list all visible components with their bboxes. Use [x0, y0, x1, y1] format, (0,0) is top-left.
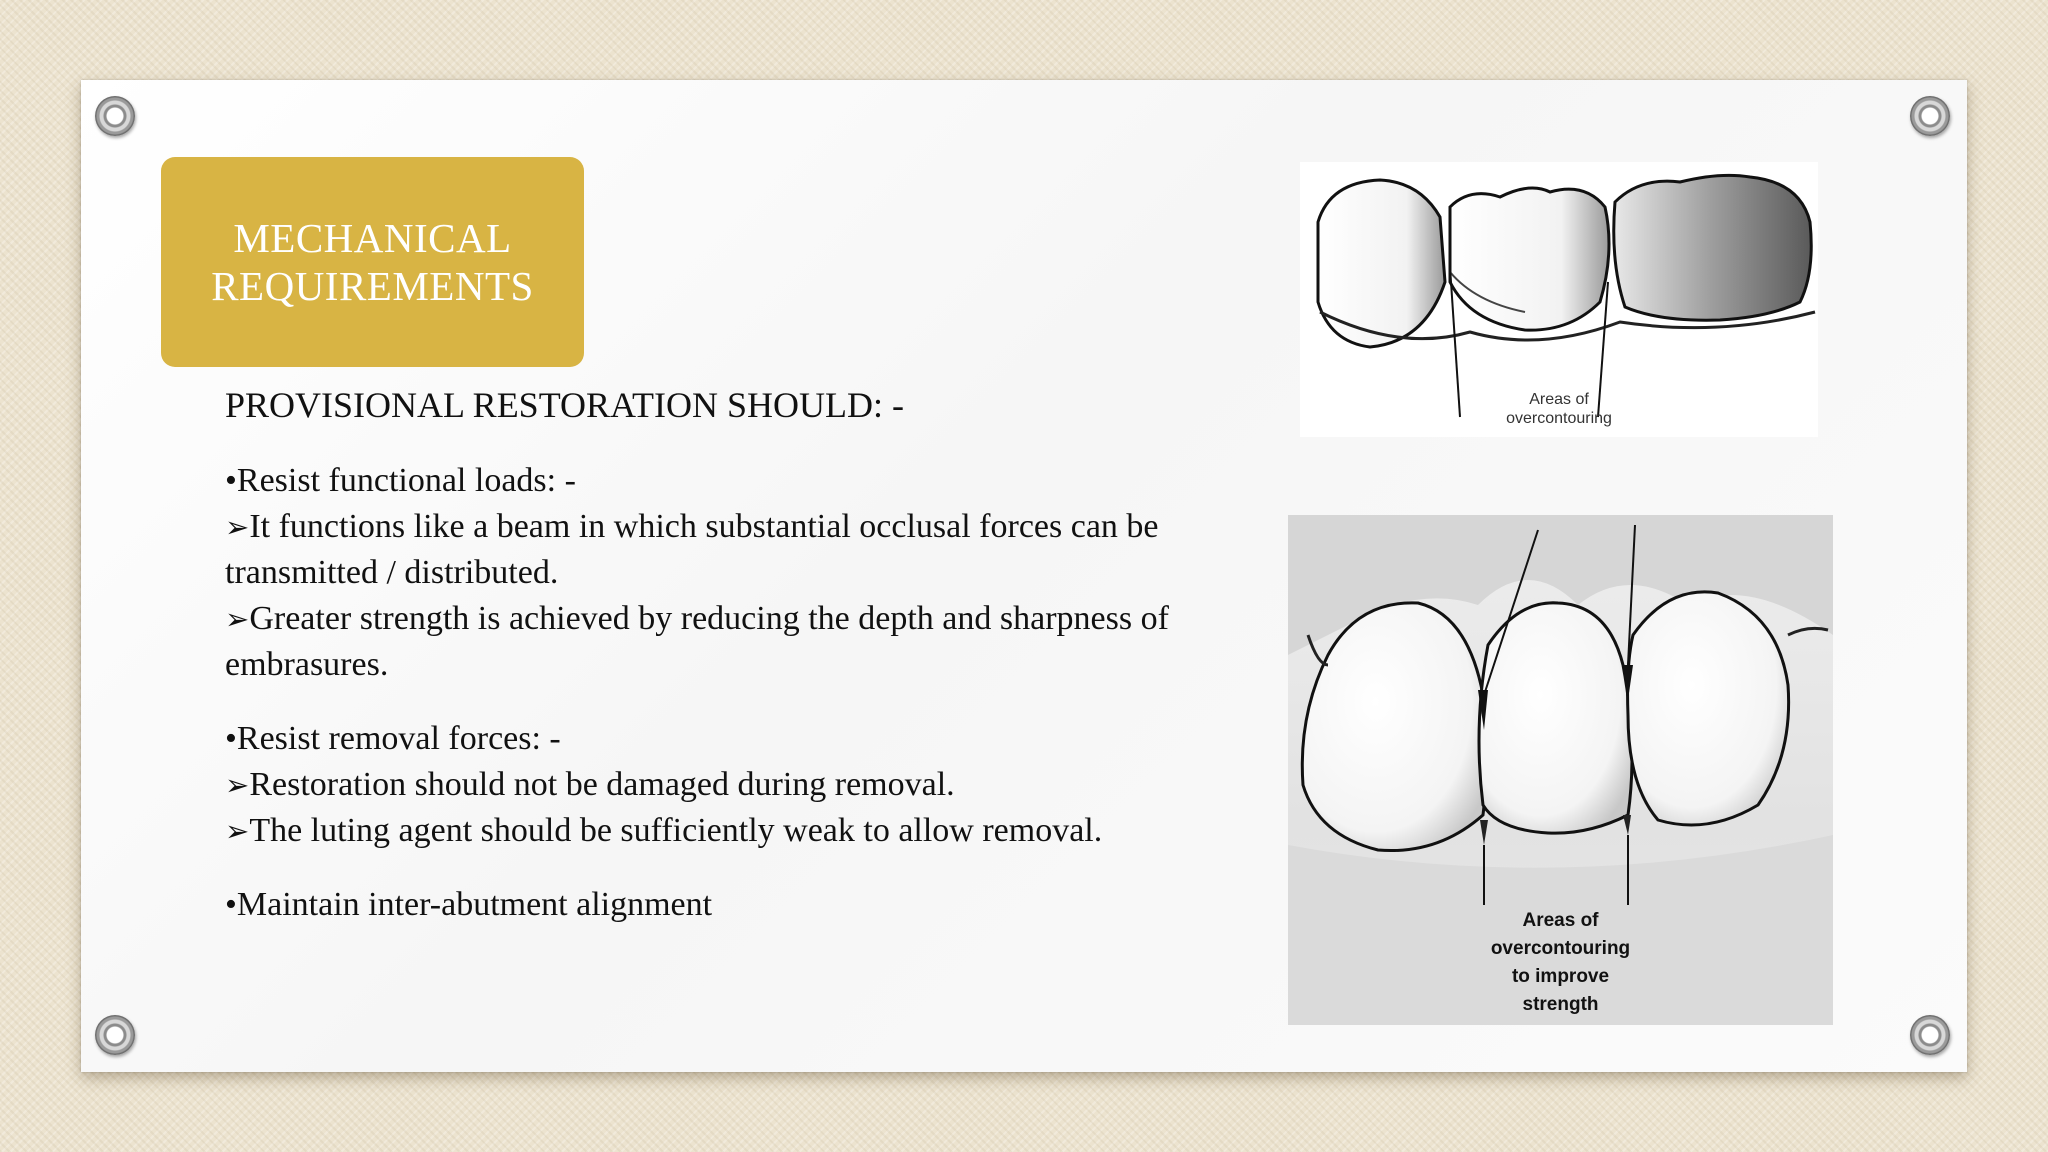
- section-heading: PROVISIONAL RESTORATION SHOULD: -: [225, 385, 905, 425]
- sub-bullet-item: ➢Restoration should not be damaged during removal.: [225, 766, 955, 803]
- arrow-bullet-icon: ➢: [225, 768, 250, 802]
- bullet-item: •Resist functional loads: -: [225, 462, 576, 499]
- sub-bullet-item: ➢Greater strength is achieved by reducing the depth and sharpness of embrasures.: [225, 600, 1169, 683]
- bullet-item: •Maintain inter-abutment alignment: [225, 886, 713, 923]
- arrow-bullet-icon: ➢: [225, 602, 250, 636]
- grommet-icon: [1910, 1015, 1950, 1055]
- bullet-group: [225, 716, 1255, 854]
- grommet-icon: [95, 96, 135, 136]
- figure-caption: Areas of overcontouring to improve strength: [1490, 910, 1631, 1015]
- arrow-bullet-icon: ➢: [225, 510, 250, 544]
- title-box: [161, 157, 584, 367]
- grommet-icon: [95, 1015, 135, 1055]
- sub-bullet-item: ➢It functions like a beam in which substantial occlusal forces can be transmitted / distributed.: [225, 508, 1159, 591]
- bullet-item: •Resist removal forces: -: [225, 720, 561, 757]
- figure-caption: Areas of overcontouring: [1506, 391, 1612, 427]
- bullet-group: [225, 882, 1255, 928]
- posterior-teeth-figure: [1300, 162, 1818, 437]
- slide-title: MECHANICAL REQUIREMENTS: [211, 215, 534, 309]
- sub-bullet-item: ➢The luting agent should be sufficiently weak to allow removal.: [225, 812, 1103, 849]
- arrow-bullet-icon: ➢: [225, 814, 250, 848]
- bullet-list: [225, 458, 1255, 956]
- grommet-icon: [1910, 96, 1950, 136]
- bullet-group: [225, 458, 1255, 688]
- anterior-teeth-figure: [1288, 515, 1833, 1025]
